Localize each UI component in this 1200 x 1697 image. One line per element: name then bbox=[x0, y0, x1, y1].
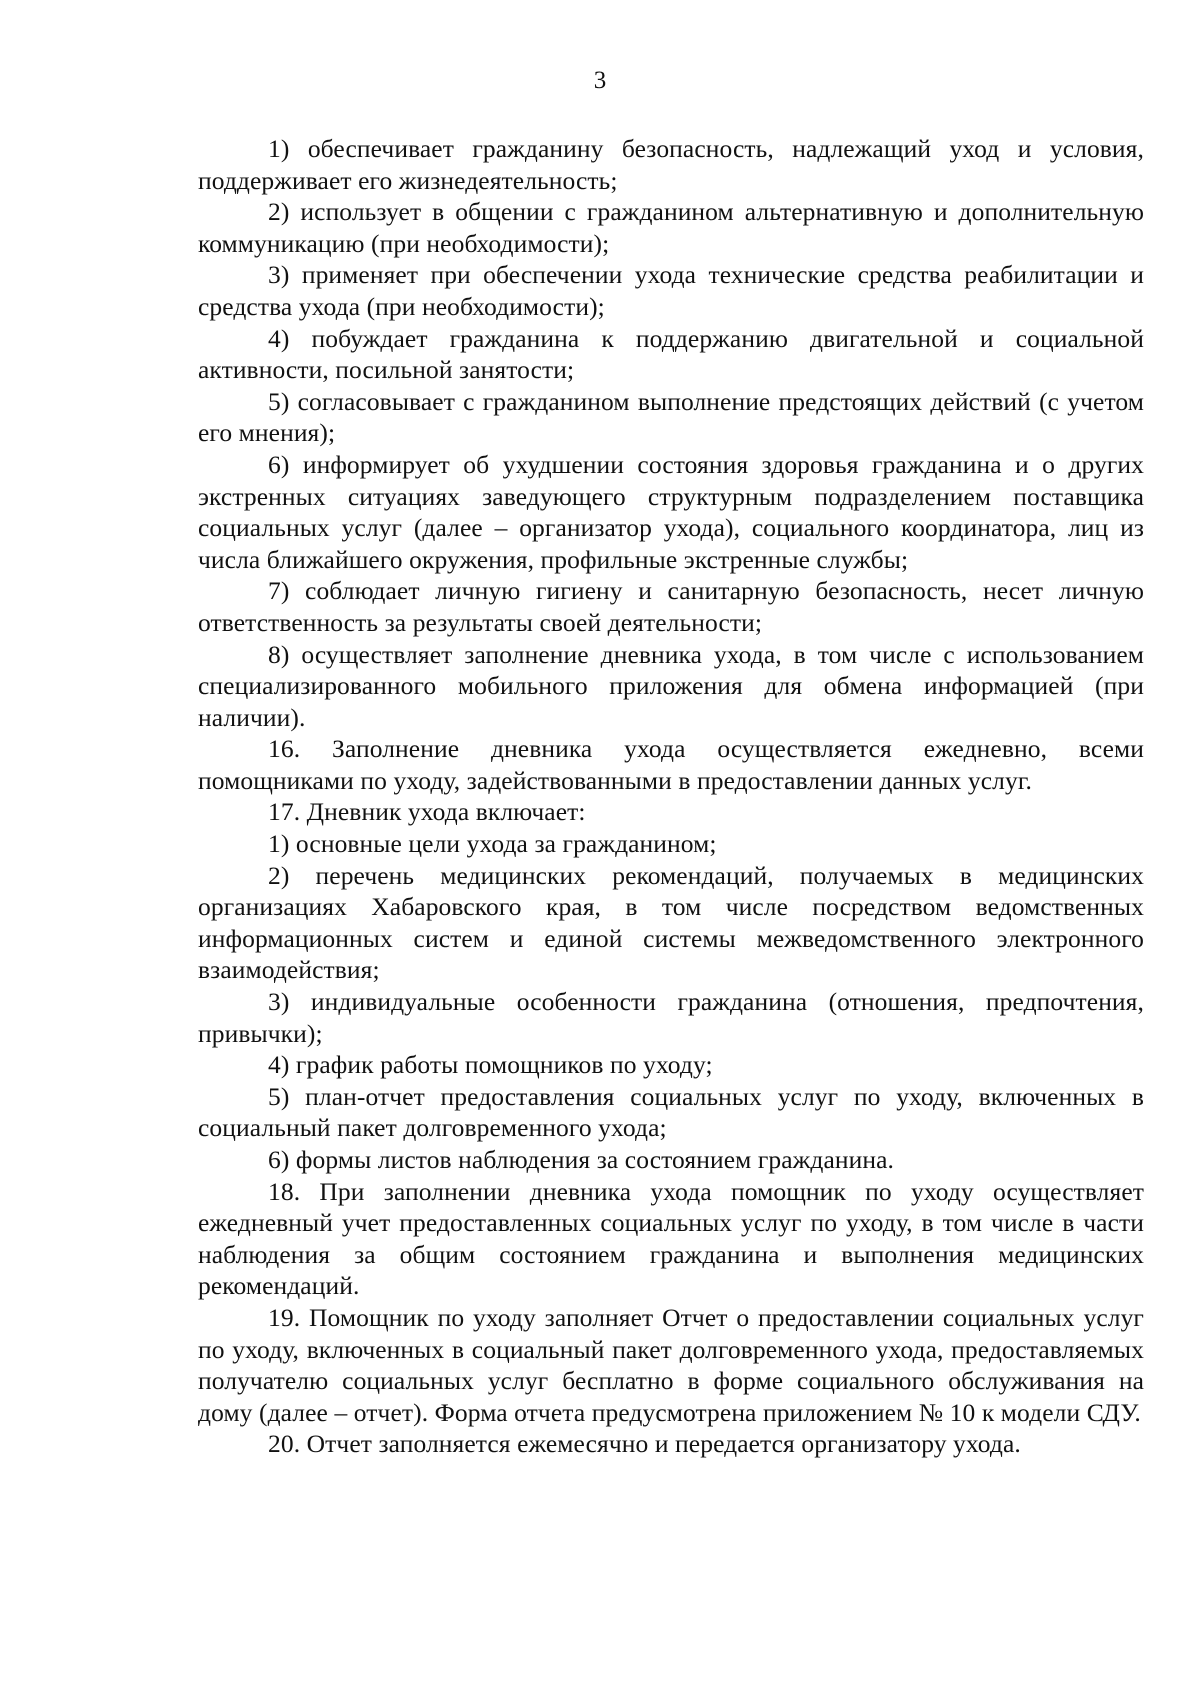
paragraph-17-item-1: 1) основные цели ухода за гражданином; bbox=[268, 829, 717, 859]
paragraph-section-19: 19. Помощник по уходу заполняет Отчет о предоставлении социальных услуг по уходу, включенных в социальный пакет долговременного ухода, предоставляемых получателю социальных услуг бесплатно в форме социального обслуживания на дому (далее – отчет). Форма отчета предусмотрена приложением № 10 к модели СДУ. bbox=[198, 1302, 1144, 1427]
paragraph-item-4: 4) побуждает гражданина к поддержанию двигательной и социальной активности, посильной занятости; bbox=[198, 323, 1144, 385]
page-number: 3 bbox=[593, 67, 607, 94]
paragraph-section-18: 18. При заполнении дневника ухода помощник по уходу осуществляет ежедневный учет предоставленных социальных услуг по уходу, в том числе в части наблюдения за общим состоянием гражданина и выполнения медицинских рекомендаций. bbox=[198, 1176, 1144, 1301]
paragraph-17-item-4: 4) график работы помощников по уходу; bbox=[268, 1050, 713, 1080]
paragraph-17-item-6: 6) формы листов наблюдения за состоянием гражданина. bbox=[268, 1145, 895, 1174]
paragraph-17-item-5: 5) план-отчет предоставления социальных услуг по уходу, включенных в социальный пакет долговременного ухода; bbox=[198, 1081, 1144, 1143]
paragraph-item-6: 6) информирует об ухудшении состояния здоровья гражданина и о других экстренных ситуациях заведующего структурным подразделением поставщика социальных услуг (далее – организатор ухода), социального координатора, лиц из числа ближайшего окружения, профильные экстренные службы; bbox=[198, 449, 1144, 574]
paragraph-item-2: 2) использует в общении с гражданином альтернативную и дополнительную коммуникацию (при необходимости); bbox=[198, 197, 1144, 258]
paragraph-section-16: 16. Заполнение дневника ухода осуществляется ежедневно, всеми помощниками по уходу, задействованными в предоставлении данных услуг. bbox=[198, 734, 1144, 795]
paragraph-item-7: 7) соблюдает личную гигиену и санитарную безопасность, несет личную ответственность за результаты своей деятельности; bbox=[198, 576, 1144, 637]
paragraph-section-20: 20. Отчет заполняется ежемесячно и передается организатору ухода. bbox=[268, 1429, 1021, 1459]
paragraph-item-3: 3) применяет при обеспечении ухода технические средства реабилитации и средства ухода (при необходимости); bbox=[198, 260, 1144, 321]
document-body bbox=[198, 133, 1144, 1460]
paragraph-item-5: 5) согласовывает с гражданином выполнение предстоящих действий (с учетом его мнения); bbox=[198, 386, 1144, 448]
paragraph-item-8: 8) осуществляет заполнение дневника ухода, в том числе с использованием специализированного мобильного приложения для обмена информацией (при наличии). bbox=[198, 639, 1144, 732]
paragraph-item-1: 1) обеспечивает гражданину безопасность, надлежащий уход и условия, поддерживает его жизнедеятельность; bbox=[198, 134, 1144, 195]
paragraph-17-item-2: 2) перечень медицинских рекомендаций, получаемых в медицинских организациях Хабаровского края, в том числе посредством ведомственных информационных систем и единой системы межведомственного электронного взаимодействия; bbox=[198, 860, 1144, 985]
paragraph-17-item-3: 3) индивидуальные особенности гражданина (отношения, предпочтения, привычки); bbox=[198, 987, 1144, 1048]
paragraph-section-17: 17. Дневник ухода включает: bbox=[268, 797, 586, 827]
